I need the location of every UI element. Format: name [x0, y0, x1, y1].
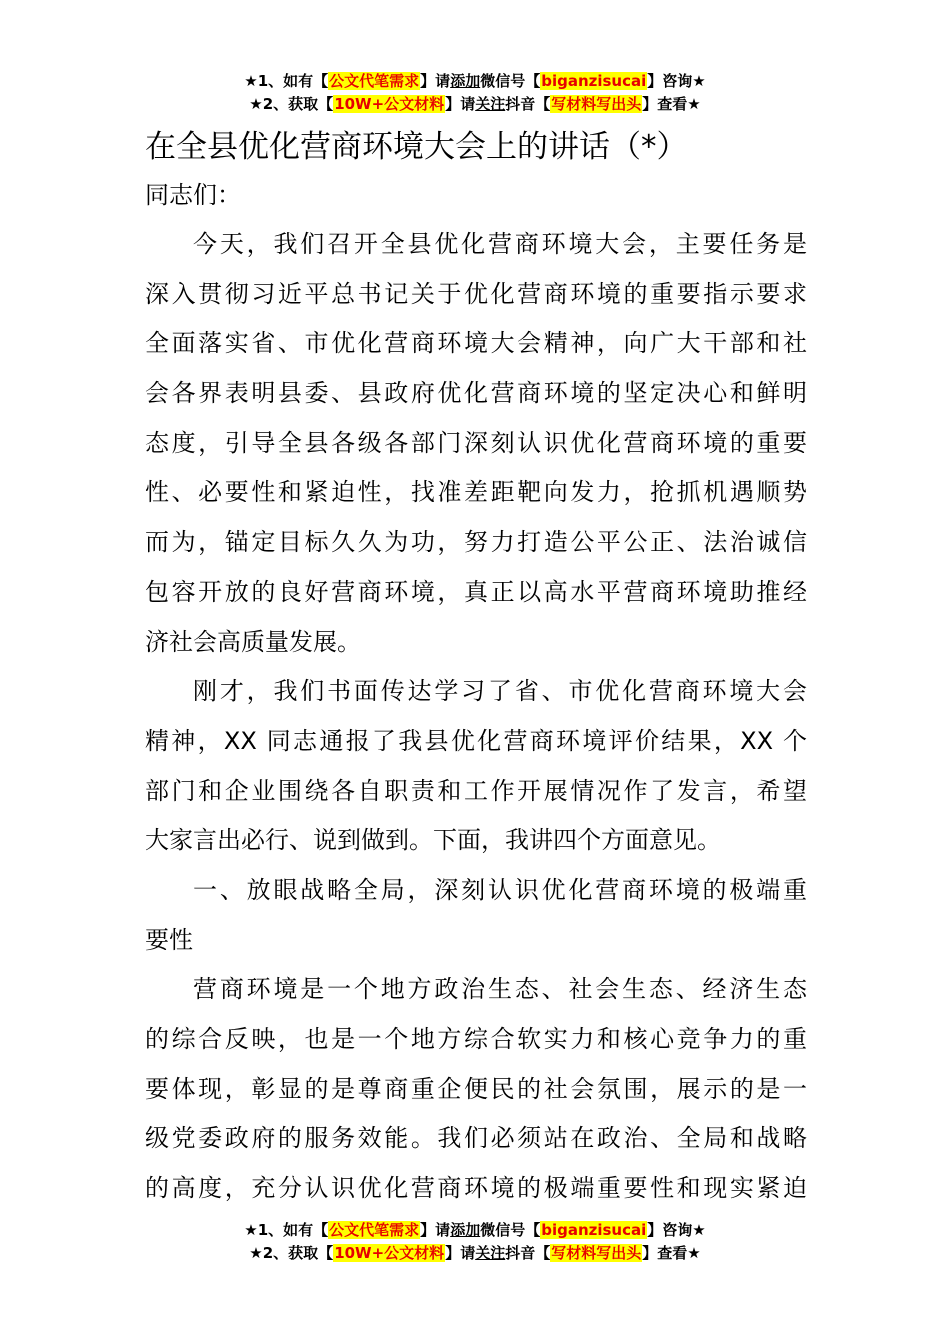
greeting: 同志们： — [145, 181, 241, 209]
banner-text: 】咨询★ — [647, 72, 706, 90]
heading-line: 一、放眼战略全局，深刻认识优化营商环境的极端重 — [193, 875, 807, 904]
banner-text: 】查看★ — [642, 95, 701, 113]
banner-highlight: 10W+公文材料 — [334, 1244, 445, 1262]
banner-douyin-id: 写材料写出头 — [551, 1244, 642, 1262]
document-body — [145, 124, 807, 1214]
banner-text: 】请 — [445, 1244, 476, 1262]
paragraph-line: 刚才，我们书面传达学习了省、市优化营商环境大会 — [193, 677, 807, 706]
banner-text: 】咨询★ — [647, 1221, 706, 1239]
paragraph-line: 济社会高质量发展。 — [145, 627, 361, 656]
banner-douyin-id: 写材料写出头 — [551, 95, 642, 113]
paragraph-line: 的综合反映，也是一个地方综合软实力和核心竞争力的重 — [145, 1025, 807, 1053]
paragraph-line: 而为，锚定目标久久为功，努力打造公平公正、法治诚信 — [145, 528, 807, 557]
banner-underlined-text: 添加 — [450, 1221, 481, 1239]
paragraph-2 — [145, 667, 807, 866]
banner-text: 】请 — [445, 95, 476, 113]
footer-banner-line-1 — [0, 1219, 950, 1242]
header-banner-line-2 — [0, 93, 950, 116]
paragraph-line: 会各界表明县委、县政府优化营商环境的坚定决心和鲜明 — [145, 379, 807, 408]
banner-text: 微信号【 — [480, 1221, 541, 1239]
footer-banner-line-2 — [0, 1242, 950, 1265]
banner-text: 微信号【 — [480, 72, 541, 90]
header-banner — [0, 70, 950, 116]
banner-wechat-id: biganzisucai — [541, 72, 647, 90]
document-title: 在全县优化营商环境大会上的讲话（*） — [145, 129, 688, 165]
paragraph-line: 级党委政府的服务效能。我们必须站在政治、全局和战略 — [145, 1124, 807, 1153]
paragraph-line: 深入贯彻习近平总书记关于优化营商环境的重要指示要求 — [145, 279, 807, 308]
banner-underlined-text: 关注 — [475, 95, 506, 113]
heading-line: 要性 — [145, 925, 193, 954]
paragraph-3 — [145, 965, 807, 1213]
banner-highlight: 公文代笔需求 — [329, 72, 420, 90]
section-heading-1 — [145, 866, 807, 965]
paragraph-line: 营商环境是一个地方政治生态、社会生态、经济生态 — [193, 975, 807, 1004]
paragraph-line: 全面落实省、市优化营商环境大会精神，向广大干部和社 — [145, 329, 807, 358]
paragraph-line: 态度，引导全县各级各部门深刻认识优化营商环境的重要 — [145, 428, 807, 457]
paragraph-line: 要体现，彰显的是尊商重企便民的社会氛围，展示的是一 — [145, 1074, 807, 1103]
paragraph-line: 部门和企业围绕各自职责和工作开展情况作了发言，希望 — [145, 776, 807, 805]
banner-text: 】查看★ — [642, 1244, 701, 1262]
banner-text: 】请 — [420, 1221, 451, 1239]
footer-banner — [0, 1219, 950, 1265]
banner-text: 抖音【 — [505, 95, 551, 113]
banner-text: 抖音【 — [505, 1244, 551, 1262]
paragraph-line: 今天，我们召开全县优化营商环境大会，主要任务是 — [193, 230, 807, 258]
banner-highlight: 公文代笔需求 — [329, 1221, 420, 1239]
banner-underlined-text: 添加 — [450, 72, 481, 90]
banner-underlined-text: 关注 — [475, 1244, 506, 1262]
banner-text: ★1、如有【 — [244, 72, 329, 90]
banner-text: ★2、获取【 — [249, 95, 334, 113]
banner-text: ★2、获取【 — [249, 1244, 334, 1262]
header-banner-line-1 — [0, 70, 950, 93]
paragraph-line: 性、必要性和紧迫性，找准差距靶向发力，抢抓机遇顺势 — [145, 478, 807, 507]
paragraph-line: 包容开放的良好营商环境，真正以高水平营商环境助推经 — [145, 577, 807, 606]
banner-text: 】请 — [420, 72, 451, 90]
paragraph-1 — [145, 220, 807, 667]
banner-text: ★1、如有【 — [244, 1221, 329, 1239]
paragraph-line: 精神，XX 同志通报了我县优化营商环境评价结果，XX 个 — [145, 726, 807, 755]
paragraph-line: 的高度，充分认识优化营商环境的极端重要性和现实紧迫 — [145, 1174, 807, 1203]
banner-highlight: 10W+公文材料 — [334, 95, 445, 113]
paragraph-line: 大家言出必行、说到做到。下面，我讲四个方面意见。 — [145, 826, 721, 855]
banner-wechat-id: biganzisucai — [541, 1221, 647, 1239]
